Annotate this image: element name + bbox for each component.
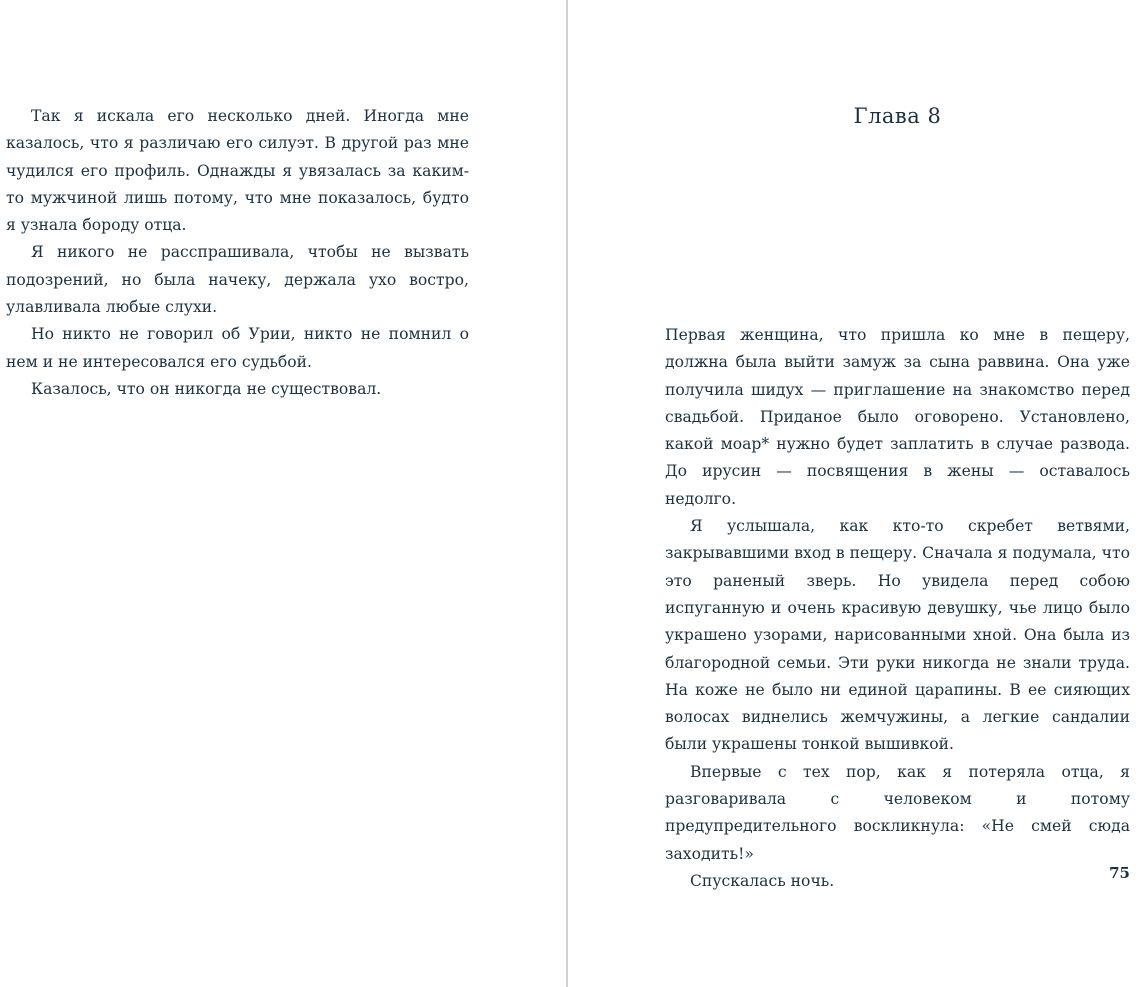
page-gutter-divider	[566, 0, 568, 987]
left-paragraph-2: Я никого не расспрашивала, чтобы не вызвать подозрений, но была начеку, держала ухо востро, улавливала любые слухи.	[6, 243, 469, 317]
page-number: 75	[1109, 864, 1130, 882]
chapter-title: Глава 8	[853, 104, 942, 128]
left-paragraph-3: Но никто не говорил об Урии, никто не помнил о нем и не интересовался его судьбой.	[6, 325, 469, 371]
right-paragraph-1: Первая женщина, что пришла ко мне в пещеру, должна была выйти замуж за сына раввина. Она уже получила шидух — приглашение на знакомство перед свадьбой. Приданое было оговорено. Установлено, какой моар* нужно будет заплатить в случае развода. До ирусин — посвящения в жены — оставалось недолго.	[665, 326, 1130, 508]
left-paragraph-1: Так я искала его несколько дней. Иногда мне казалось, что я различаю его силуэт. В другой раз мне чудился его профиль. Однажды я увязалась за каким-то мужчиной лишь потому, что мне показалось, будто я узнала бороду отца.	[6, 107, 469, 235]
left-paragraph-4: Казалось, что он никогда не существовал.	[31, 379, 382, 398]
left-page	[6, 103, 469, 403]
right-paragraph-3: Впервые с тех пор, как я потеряла отца, я разговаривала с человеком и потому предупредительного воскликнула: «Не смей сюда заходить!»	[665, 762, 1130, 863]
right-paragraph-4: Спускалась ночь.	[690, 871, 835, 890]
right-paragraph-2: Я услышала, как кто-то скребет ветвями, закрывавшими вход в пещеру. Сначала я подумала, что это раненый зверь. Но увидела перед собою испуганную и очень красивую девушку, чье лицо было украшено узорами, нарисованными хной. Она была из благородной семьи. Эти руки никогда не знали труда. На коже не было ни единой царапины. В ее сияющих волосах виднелись жемчужины, а легкие сандалии были украшены тонкой вышивкой.	[665, 517, 1130, 754]
right-page	[665, 322, 1130, 895]
